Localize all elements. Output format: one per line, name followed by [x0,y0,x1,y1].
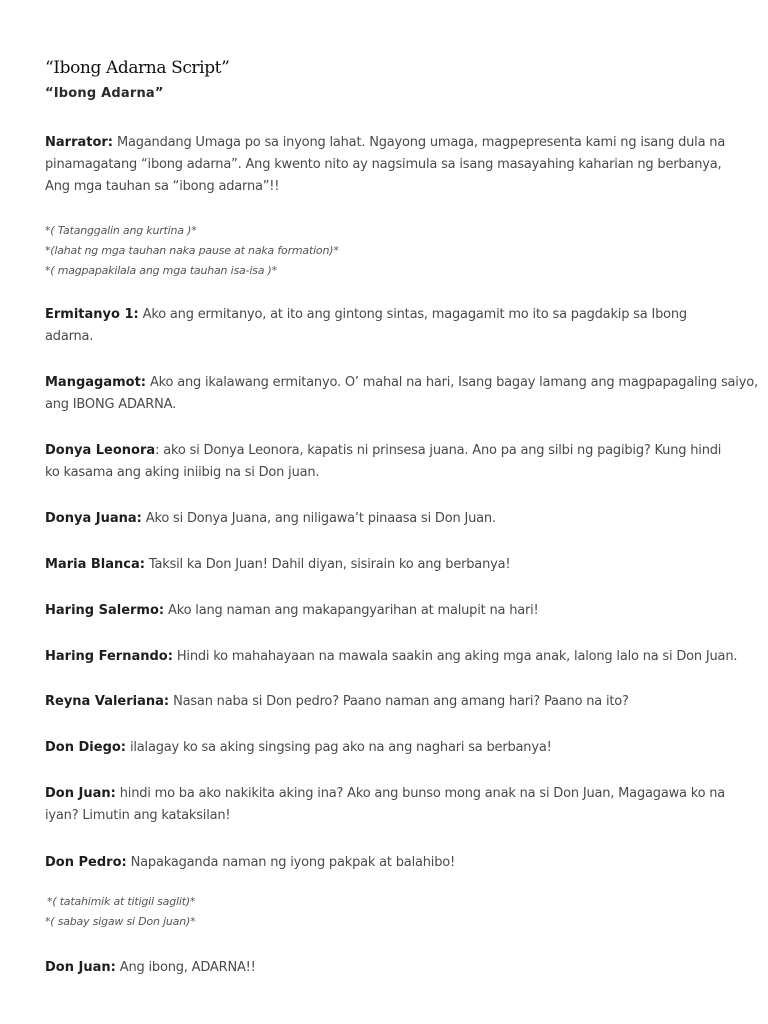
dialogue-text: ang IBONG ADARNA. [45,397,176,412]
speaker-name: Donya Juana: [45,511,142,526]
dialogue-text: Taksil ka Don Juan! Dahil diyan, sisirain ko ang berbanya! [148,557,511,572]
speaker-name: Don Diego: [45,740,127,755]
script-line [45,960,256,976]
dialogue-text: hindi mo ba ako nakikita aking ina? Ako ang bunso mong anak na si Don Juan, Magagawa ko na [119,786,726,801]
script-line [45,855,455,871]
stage-direction: *( sabay sigaw si Don juan)* [45,915,196,928]
script-line [45,557,510,573]
dialogue-text: Napakaganda naman ng iyong pakpak at balahibo! [130,855,456,870]
speaker-name: Maria Blanca: [45,557,145,572]
dialogue-text: Ako ang ermitanyo, at ito ang gintong sintas, magagamit mo ito sa pagdakip sa Ibong [142,307,687,322]
stage-direction: *( magpapakilala ang mga tauhan isa-isa )* [45,264,277,277]
speaker-name: Don Juan: [45,960,116,975]
speaker-name: Haring Fernando: [45,649,173,664]
dialogue-text: Ako lang naman ang makapangyarihan at malupit na hari! [168,603,539,618]
speaker-name: Narrator: [45,135,114,150]
document-subtitle: “Ibong Adarna” [45,86,164,101]
script-line [45,443,721,459]
dialogue-text: Ang mga tauhan sa “ibong adarna”!! [45,179,280,194]
script-line [45,511,496,527]
script-line [45,740,552,756]
script-line [45,375,758,391]
speaker-name: Don Juan: [45,786,116,801]
dialogue-text: iyan? Limutin ang kataksilan! [45,808,231,823]
speaker-name: Donya Leonora [45,443,156,458]
script-line [45,786,725,802]
dialogue-text: Ang ibong, ADARNA!! [119,960,256,975]
dialogue-text: Nasan naba si Don pedro? Paano naman ang amang hari? Paano na ito? [173,694,629,709]
script-line [45,397,176,413]
dialogue-text: Magandang Umaga po sa inyong lahat. Ngayong umaga, magpepresenta kami ng isang dula na [116,135,726,150]
stage-direction: *(lahat ng mga tauhan naka pause at naka formation)* [45,244,339,257]
dialogue-text: Ako si Donya Juana, ang niligawa’t pinaasa si Don Juan. [145,511,496,526]
script-line [45,157,721,173]
script-line [45,808,230,824]
dialogue-text: ko kasama ang aking iniibig na si Don juan. [45,465,320,480]
dialogue-text: Ako ang ikalawang ermitanyo. O’ mahal na hari, Isang bagay lamang ang magpapagaling saiyo, [149,375,758,390]
speaker-name: Mangagamot: [45,375,147,390]
script-line [45,649,737,665]
script-line [45,603,539,619]
script-line [45,694,629,710]
script-line [45,329,93,345]
speaker-name: Haring Salermo: [45,603,165,618]
document-title: “Ibong Adarna Script” [45,58,230,78]
dialogue-text: adarna. [45,329,94,344]
dialogue-text: : ako si Donya Leonora, kapatis ni prinsesa juana. Ano pa ang silbi ng pagibig? Kung hindi [155,443,722,458]
speaker-name: Ermitanyo 1: [45,307,139,322]
dialogue-text: ilalagay ko sa aking singsing pag ako na ang naghari sa berbanya! [129,740,552,755]
script-line [45,465,319,481]
script-line [45,135,725,151]
speaker-name: Don Pedro: [45,855,127,870]
script-line [45,179,279,195]
speaker-name: Reyna Valeriana: [45,694,170,709]
stage-direction: *( Tatanggalin ang kurtina )* [45,224,197,237]
dialogue-text: Hindi ko mahahayaan na mawala saakin ang aking mga anak, lalong lalo na si Don Juan. [176,649,738,664]
script-line [45,307,687,323]
stage-direction: *( tatahimik at titigil saglit)* [47,895,196,908]
dialogue-text: pinamagatang “ibong adarna”. Ang kwento nito ay nagsimula sa isang masayahing kaharian ng berbanya, [45,157,722,172]
